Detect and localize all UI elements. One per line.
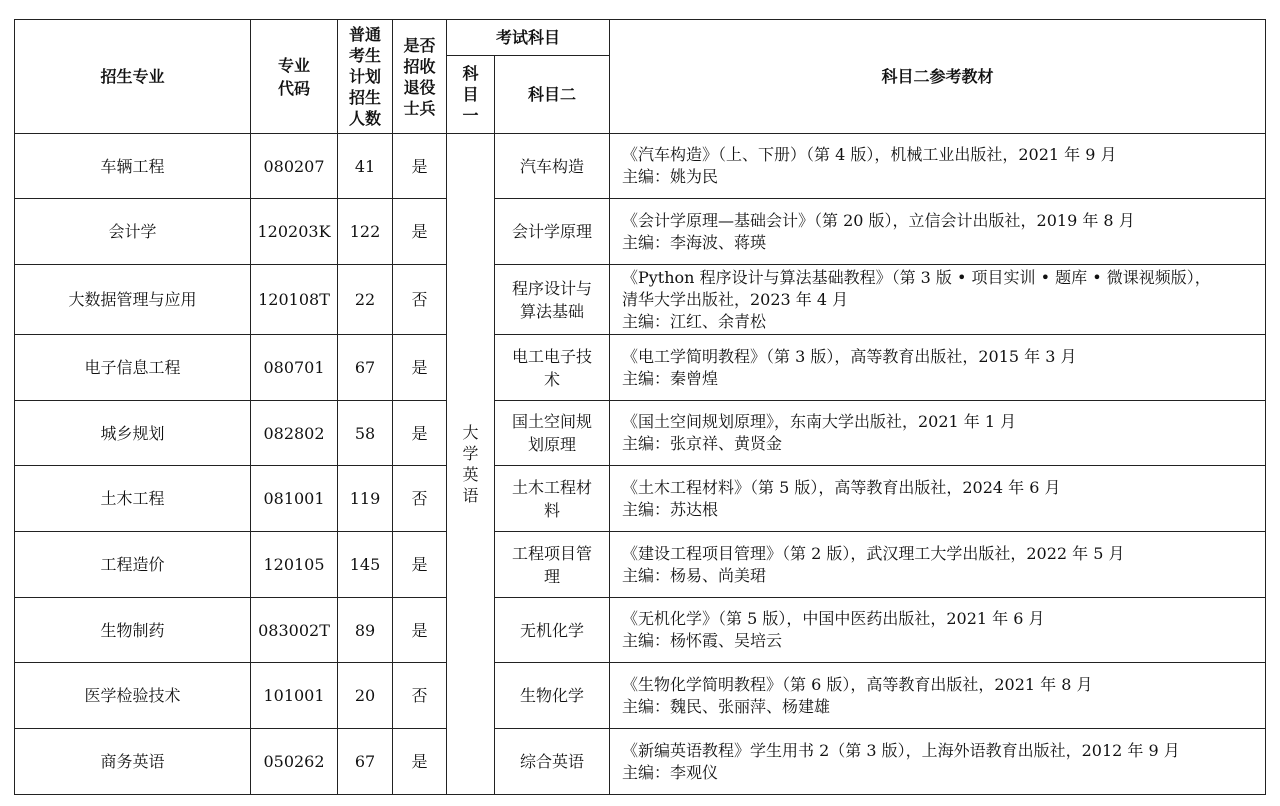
- table-row: [15, 199, 1266, 265]
- textbook-cell: 《会计学原理—基础会计》（第 20 版），立信会计出版社，2019 年 8 月 主编：李海波、蒋瑛: [610, 199, 1266, 265]
- veteran-cell: 是: [393, 729, 447, 795]
- subject2-cell: 无机化学: [495, 598, 610, 663]
- code-cell: 101001: [251, 663, 338, 729]
- plan-cell: 89: [338, 598, 393, 663]
- veteran-cell: 是: [393, 335, 447, 401]
- code-cell: 050262: [251, 729, 338, 795]
- veteran-cell: 否: [393, 663, 447, 729]
- veteran-cell: 否: [393, 265, 447, 335]
- admissions-table: [14, 19, 1266, 795]
- table-row: [15, 134, 1266, 199]
- textbook-cell: 《建设工程项目管理》（第 2 版），武汉理工大学出版社，2022 年 5 月 主编：杨易、尚美珺: [610, 532, 1266, 598]
- plan-cell: 67: [338, 335, 393, 401]
- code-cell: 120108T: [251, 265, 338, 335]
- table-row: [15, 401, 1266, 466]
- code-cell: 080701: [251, 335, 338, 401]
- textbook-cell: 《汽车构造》（上、下册）（第 4 版），机械工业出版社，2021 年 9 月 主编：姚为民: [610, 134, 1266, 199]
- major-cell: 大数据管理与应用: [15, 265, 251, 335]
- plan-cell: 119: [338, 466, 393, 532]
- plan-cell: 58: [338, 401, 393, 466]
- textbook-cell: 《生物化学简明教程》（第 6 版），高等教育出版社，2021 年 8 月 主编：魏民、张丽萍、杨建雄: [610, 663, 1266, 729]
- subject2-cell: 汽车构造: [495, 134, 610, 199]
- table-row: [15, 265, 1266, 335]
- major-cell: 医学检验技术: [15, 663, 251, 729]
- table-row: [15, 335, 1266, 401]
- subject2-cell: 综合英语: [495, 729, 610, 795]
- veteran-cell: 否: [393, 466, 447, 532]
- table-row: [15, 663, 1266, 729]
- veteran-cell: 是: [393, 532, 447, 598]
- veteran-cell: 是: [393, 401, 447, 466]
- header-code: 专业 代码: [251, 20, 338, 134]
- header-subjects: 考试科目: [447, 20, 610, 56]
- code-cell: 082802: [251, 401, 338, 466]
- veteran-cell: 是: [393, 134, 447, 199]
- subject2-cell: 程序设计与 算法基础: [495, 265, 610, 335]
- subject2-cell: 土木工程材 料: [495, 466, 610, 532]
- textbook-cell: 《土木工程材料》（第 5 版），高等教育出版社，2024 年 6 月 主编：苏达根: [610, 466, 1266, 532]
- textbook-cell: 《国土空间规划原理》，东南大学出版社，2021 年 1 月 主编：张京祥、黄贤金: [610, 401, 1266, 466]
- header-textbook: 科目二参考教材: [610, 20, 1266, 134]
- plan-cell: 122: [338, 199, 393, 265]
- plan-cell: 41: [338, 134, 393, 199]
- major-cell: 生物制药: [15, 598, 251, 663]
- subject2-cell: 工程项目管 理: [495, 532, 610, 598]
- code-cell: 081001: [251, 466, 338, 532]
- plan-cell: 145: [338, 532, 393, 598]
- plan-cell: 67: [338, 729, 393, 795]
- major-cell: 电子信息工程: [15, 335, 251, 401]
- textbook-cell: 《电工学简明教程》（第 3 版），高等教育出版社，2015 年 3 月 主编：秦曾煌: [610, 335, 1266, 401]
- textbook-cell: 《Python 程序设计与算法基础教程》（第 3 版 • 项目实训 • 题库 • 微课视频版）， 清华大学出版社，2023 年 4 月 主编：江红、余青松: [610, 265, 1266, 335]
- subject2-cell: 会计学原理: [495, 199, 610, 265]
- major-cell: 土木工程: [15, 466, 251, 532]
- header-subject1: 科 目 一: [447, 56, 495, 134]
- textbook-cell: 《新编英语教程》学生用书 2（第 3 版），上海外语教育出版社，2012 年 9 月 主编：李观仪: [610, 729, 1266, 795]
- table-row: [15, 532, 1266, 598]
- subject2-cell: 电工电子技 术: [495, 335, 610, 401]
- header-subject2: 科目二: [495, 56, 610, 134]
- code-cell: 120203K: [251, 199, 338, 265]
- subject1-cell: 大 学 英 语: [447, 134, 495, 795]
- major-cell: 车辆工程: [15, 134, 251, 199]
- major-cell: 城乡规划: [15, 401, 251, 466]
- major-cell: 工程造价: [15, 532, 251, 598]
- veteran-cell: 是: [393, 598, 447, 663]
- major-cell: 商务英语: [15, 729, 251, 795]
- plan-cell: 20: [338, 663, 393, 729]
- table-row: [15, 598, 1266, 663]
- code-cell: 080207: [251, 134, 338, 199]
- major-cell: 会计学: [15, 199, 251, 265]
- textbook-cell: 《无机化学》（第 5 版），中国中医药出版社，2021 年 6 月 主编：杨怀霞、吴培云: [610, 598, 1266, 663]
- subject2-cell: 国土空间规 划原理: [495, 401, 610, 466]
- veteran-cell: 是: [393, 199, 447, 265]
- table-row: [15, 729, 1266, 795]
- subject2-cell: 生物化学: [495, 663, 610, 729]
- header-plan: 普通 考生 计划 招生 人数: [338, 20, 393, 134]
- code-cell: 083002T: [251, 598, 338, 663]
- header-major: 招生专业: [15, 20, 251, 134]
- code-cell: 120105: [251, 532, 338, 598]
- header-veteran: 是否 招收 退役 士兵: [393, 20, 447, 134]
- plan-cell: 22: [338, 265, 393, 335]
- table-row: [15, 466, 1266, 532]
